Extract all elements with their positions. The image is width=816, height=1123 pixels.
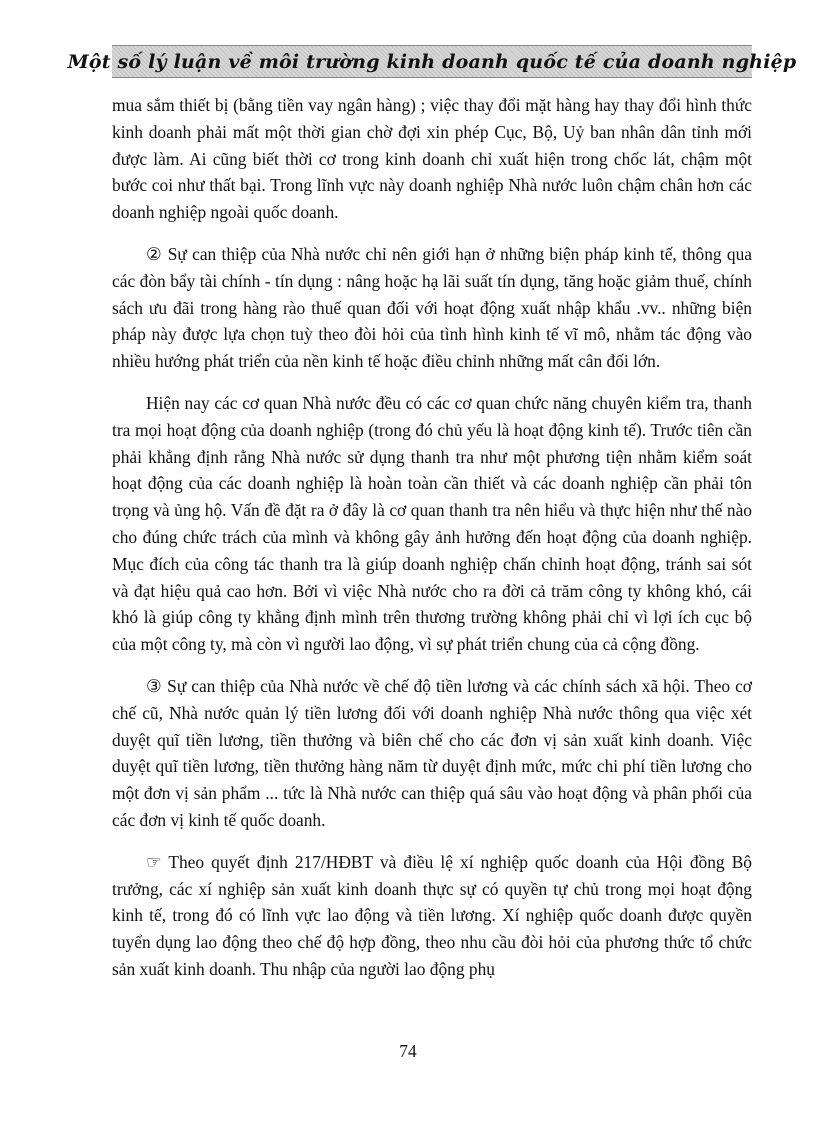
running-header-title: Một số lý luận về môi trường kinh doanh quốc tế của doanh nghiệp [67,50,797,73]
page-number: 74 [399,1041,417,1061]
running-header [67,45,797,78]
paragraph: ☞ Theo quyết định 217/HĐBT và điều lệ xí nghiệp quốc doanh của Hội đồng Bộ trưởng, các xí nghiệp sản xuất kinh doanh thực sự có quyền tự chủ trong mọi hoạt động kinh tế, trong đó có lĩnh vực lao động và tiền lương. Xí nghiệp quốc doanh được quyền tuyển dụng lao động theo chế độ hợp đồng, theo nhu cầu đòi hỏi của phương thức tổ chức sản xuất kinh doanh. Thu nhập của người lao động phụ [112,851,752,979]
body-text [112,92,752,998]
paragraph: ③ Sự can thiệp của Nhà nước về chế độ tiền lương và các chính sách xã hội. Theo cơ chế cũ, Nhà nước quản lý tiền lương đối với doanh nghiệp Nhà nước thông qua việc xét duyệt quĩ tiền lương, tiền thưởng và biên chế cho các đơn vị sản xuất kinh doanh. Việc duyệt quĩ tiền lương, tiền thưởng hàng năm từ duyệt định mức, mức chi phí tiền lương cho một đơn vị sản phẩm ... tức là Nhà nước can thiệp quá sâu vào hoạt động và phân phối của các đơn vị kinh tế quốc doanh. [112,675,752,830]
paragraph: Hiện nay các cơ quan Nhà nước đều có các cơ quan chức năng chuyên kiểm tra, thanh tra mọi hoạt động của doanh nghiệp (trong đó chủ yếu là hoạt động kinh tế). Trước tiên cần phải khẳng định rằng Nhà nước sử dụng thanh tra như một phương tiện nhằm kiểm soát hoạt động của các doanh nghiệp là hoàn toàn cần thiết và các doanh nghiệp cần phải tôn trọng và ủng hộ. Vấn đề đặt ra ở đây là cơ quan thanh tra nên hiểu và thực hiện như thế nào cho đúng chức trách của mình và không gây ảnh hưởng đến hoạt động của doanh nghiệp. Mục đích của công tác thanh tra là giúp doanh nghiệp chấn chỉnh hoạt động, tránh sai sót và đạt hiệu quả cao hơn. Bởi vì việc Nhà nước cho ra đời cả trăm công ty không khó, cái khó là giúp công ty khẳng định mình trên thương trường không phải chỉ vì lợi ích cục bộ của một công ty, mà còn vì người lao động, vì sự phát triển chung của cả cộng đồng. [112,392,752,655]
paragraph: ② Sự can thiệp của Nhà nước chỉ nên giới hạn ở những biện pháp kinh tế, thông qua các đòn bẩy tài chính - tín dụng : nâng hoặc hạ lãi suất tín dụng, tăng hoặc giảm thuế, chính sách ưu đãi trong hàng rào thuế quan đối với hoạt động xuất nhập khẩu .vv.. những biện pháp này được lựa chọn tuỳ theo đòi hỏi của tình hình kinh tế vĩ mô, nhằm tác động vào nhiều hướng phát triển của nền kinh tế hoặc điều chỉnh những mất cân đối lớn. [112,243,752,372]
paragraph: mua sắm thiết bị (bằng tiền vay ngân hàng) ; việc thay đổi mặt hàng hay thay đổi hình thức kinh doanh phải mất một thời gian chờ đợi xin phép Cục, Bộ, Uỷ ban nhân dân tỉnh mới được làm. Ai cũng biết thời cơ trong kinh doanh chỉ xuất hiện trong chốc lát, chậm một bước coi như thất bại. Trong lĩnh vực này doanh nghiệp Nhà nước luôn chậm chân hơn các doanh nghiệp ngoài quốc doanh. [112,95,752,223]
